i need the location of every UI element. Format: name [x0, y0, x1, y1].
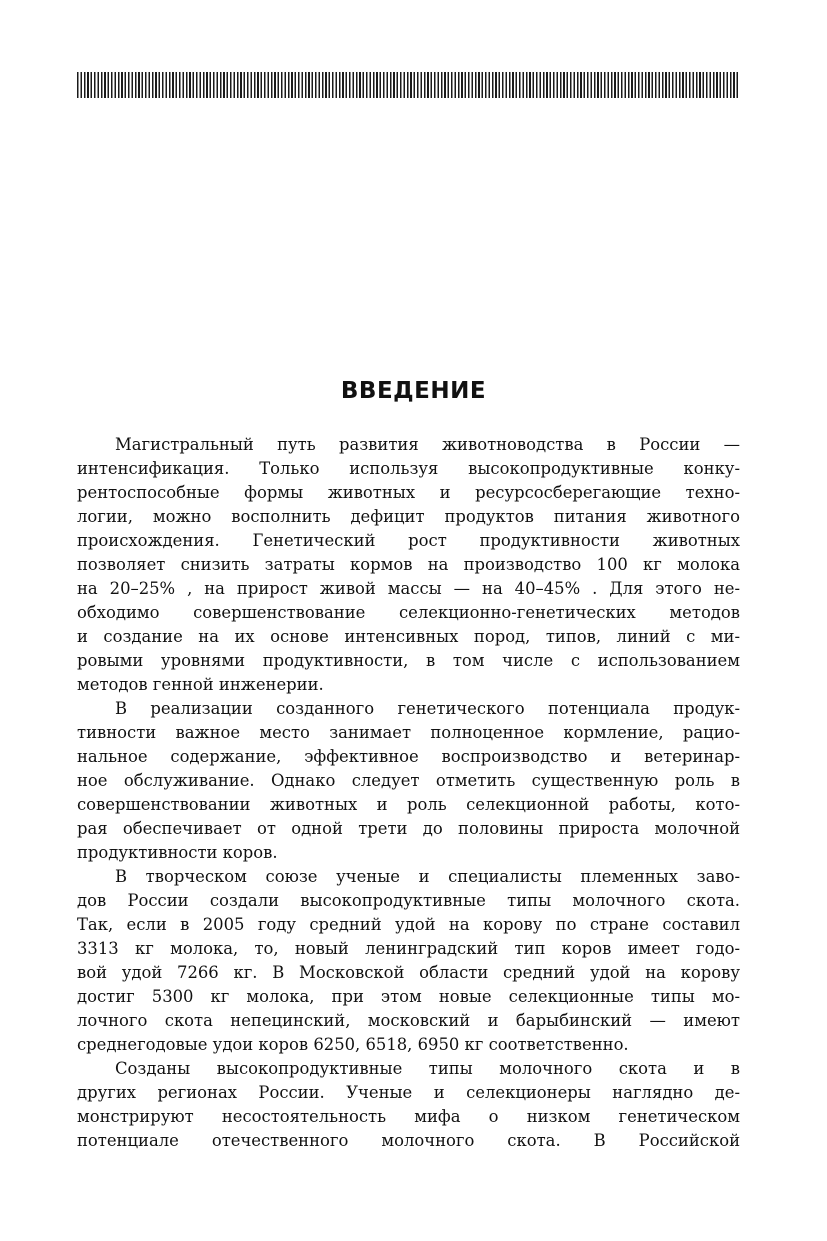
text-line: среднегодовые удои коров 6250, 6518, 6950 кг соответственно.	[77, 1035, 629, 1054]
text-line: Созданы высокопродуктивные типы молочного скота и в	[115, 1059, 740, 1078]
text-line: монстрируют несостоятельность мифа о низком генетическом	[77, 1107, 740, 1126]
text-line: Так, если в 2005 году средний удой на корову по стране составил	[77, 915, 740, 934]
text-line: рентоспособные формы животных и ресурсосберегающие техно-	[77, 483, 740, 502]
paragraph-4	[77, 1057, 740, 1153]
text-line: В творческом союзе ученые и специалисты племенных заво-	[115, 867, 740, 886]
text-line: дов России создали высокопродуктивные типы молочного скота.	[77, 891, 740, 910]
body-text	[77, 433, 740, 1153]
text-line: ровыми уровнями продуктивности, в том числе с использованием	[77, 651, 740, 670]
text-line: на 20–25% , на прирост живой массы — на 40–45% . Для этого не-	[77, 579, 740, 598]
text-line: В реализации созданного генетического потенциала продук-	[115, 699, 740, 718]
text-line: лочного скота непецинский, московский и барыбинский — имеют	[77, 1011, 740, 1030]
text-line: потенциале отечественного молочного скота. В Российской	[77, 1131, 740, 1150]
text-line: ное обслуживание. Однако следует отметить существенную роль в	[77, 771, 740, 790]
text-line: тивности важное место занимает полноценное кормление, рацио-	[77, 723, 740, 742]
text-line: совершенствовании животных и роль селекционной работы, кото-	[77, 795, 740, 814]
paragraph-3	[77, 865, 740, 1057]
page-title: ВВЕДЕНИЕ	[340, 378, 487, 405]
text-line: вой удой 7266 кг. В Московской области средний удой на корову	[77, 963, 740, 982]
text-line: обходимо совершенствование селекционно-генетических методов	[77, 603, 740, 622]
text-line: Магистральный путь развития животноводства в России —	[115, 435, 740, 454]
text-line: достиг 5300 кг молока, при этом новые селекционные типы мо-	[77, 987, 740, 1006]
text-line: других регионах России. Ученые и селекционеры наглядно де-	[77, 1083, 740, 1102]
text-line: рая обеспечивает от одной трети до половины прироста молочной	[77, 819, 740, 838]
paragraph-2	[77, 697, 740, 865]
text-line: происхождения. Генетический рост продуктивности животных	[77, 531, 740, 550]
text-line: позволяет снизить затраты кормов на производство 100 кг молока	[77, 555, 740, 574]
text-line: логии, можно восполнить дефицит продуктов питания животного	[77, 507, 740, 526]
text-line: продуктивности коров.	[77, 843, 278, 862]
paragraph-1	[77, 433, 740, 697]
text-line: методов генной инженерии.	[77, 675, 324, 694]
text-line: 3313 кг молока, то, новый ленинградский тип коров имеет годо-	[77, 939, 740, 958]
text-line: нальное содержание, эффективное воспроизводство и ветеринар-	[77, 747, 740, 766]
text-line: и создание на их основе интенсивных пород, типов, линий с ми-	[77, 627, 740, 646]
header-decorative-rule	[77, 72, 740, 98]
text-line: интенсификация. Только используя высокопродуктивные конку-	[77, 459, 740, 478]
